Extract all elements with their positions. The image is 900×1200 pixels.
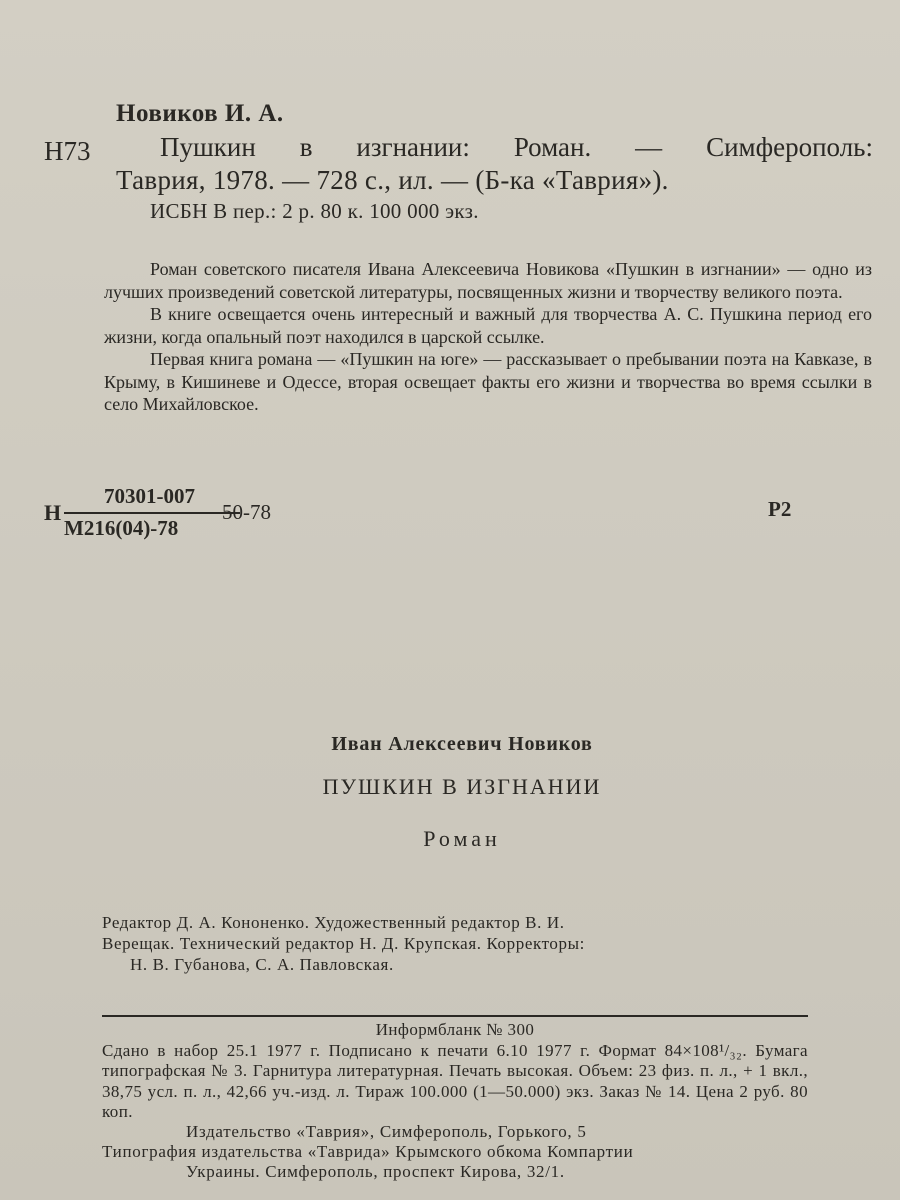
publisher-line: Украины. Симферополь, проспект Кирова, 32/1. bbox=[186, 1162, 565, 1181]
publisher-line: Издательство «Таврия», Симферополь, Горького, 5 bbox=[186, 1122, 587, 1141]
annotation-paragraph: Роман советского писателя Ивана Алексеевича Новикова «Пушкин в изгнании» — одно из лучших произведений советской литературы, посвященных жизни и творчеству великого поэта. bbox=[104, 259, 872, 302]
publisher-line: Типография издательства «Таврида» Крымского обкома Компартии bbox=[102, 1142, 634, 1161]
bibliographic-word: — bbox=[635, 132, 663, 162]
annotation-paragraph: Первая книга романа — «Пушкин на юге» — рассказывает о пребывании поэта на Кавказе, в Крыму, в Кишиневе и Одессе, вторая освещает факты его жизни и творчества во время ссылки в село Михайловское. bbox=[104, 349, 872, 414]
catalog-author: Новиков И. А. bbox=[116, 100, 284, 127]
classification-numerator: 70301-007 bbox=[104, 484, 195, 508]
annotation bbox=[104, 258, 872, 416]
bibliographic-line-1 bbox=[160, 132, 873, 163]
editors-line: Н. В. Губанова, С. А. Павловская. bbox=[130, 955, 394, 974]
author-full-name: Иван Алексеевич Новиков bbox=[331, 733, 593, 755]
bibliographic-word: Симферополь: bbox=[706, 132, 873, 162]
bibliographic-word: Пушкин bbox=[160, 132, 256, 162]
bibliographic-word: Роман. bbox=[513, 132, 592, 162]
editors-credits bbox=[102, 912, 808, 975]
fraction-bar bbox=[64, 512, 240, 514]
info-blank: Информбланк № 300 bbox=[375, 1020, 535, 1039]
divider-rule bbox=[102, 1015, 808, 1017]
editors-line: Редактор Д. А. Кононенко. Художественный редактор В. И. bbox=[102, 913, 565, 932]
annotation-paragraph: В книге освещается очень интересный и важный для творчества А. С. Пушкина период его жизни, когда опальный поэт находился в царской ссылке. bbox=[104, 304, 872, 347]
classification-letter: Н bbox=[44, 500, 62, 525]
classification-right-code: Р2 bbox=[768, 497, 792, 521]
editors-line: Верещак. Технический редактор Н. Д. Крупская. Корректоры: bbox=[102, 934, 585, 953]
bibliographic-line-2: Таврия, 1978. — 728 с., ил. — (Б-ка «Таврия»). bbox=[116, 165, 669, 195]
publisher-block bbox=[102, 1122, 808, 1182]
classification-suffix: 50-78 bbox=[222, 500, 271, 524]
bibliographic-word: в bbox=[299, 132, 313, 162]
bibliographic-word: изгнании: bbox=[356, 132, 470, 162]
catalog-code: Н73 bbox=[44, 136, 91, 166]
imprint-text: Сдано в набор 25.1 1977 г. Подписано к печати 6.10 1977 г. Формат 84×108¹/₃₂. Бумага типографская № 3. Гарнитура литературная. Печать высокая. Объем: 23 физ. п. л., + 1 вкл., 38,75 усл. п. л., 42,66 уч.-изд. л. Тираж 100.000 (1—50.000) экз. Заказ № 14. Цена 2 руб. 80 коп. bbox=[102, 1040, 808, 1121]
classification-denominator: М216(04)-78 bbox=[64, 516, 179, 540]
bibliographic-line-3: ИСБН В пер.: 2 р. 80 к. 100 000 экз. bbox=[150, 199, 479, 223]
imprint-block bbox=[102, 1020, 808, 1123]
book-title: ПУШКИН В ИЗГНАНИИ bbox=[322, 774, 602, 799]
book-genre: Роман bbox=[423, 826, 501, 851]
